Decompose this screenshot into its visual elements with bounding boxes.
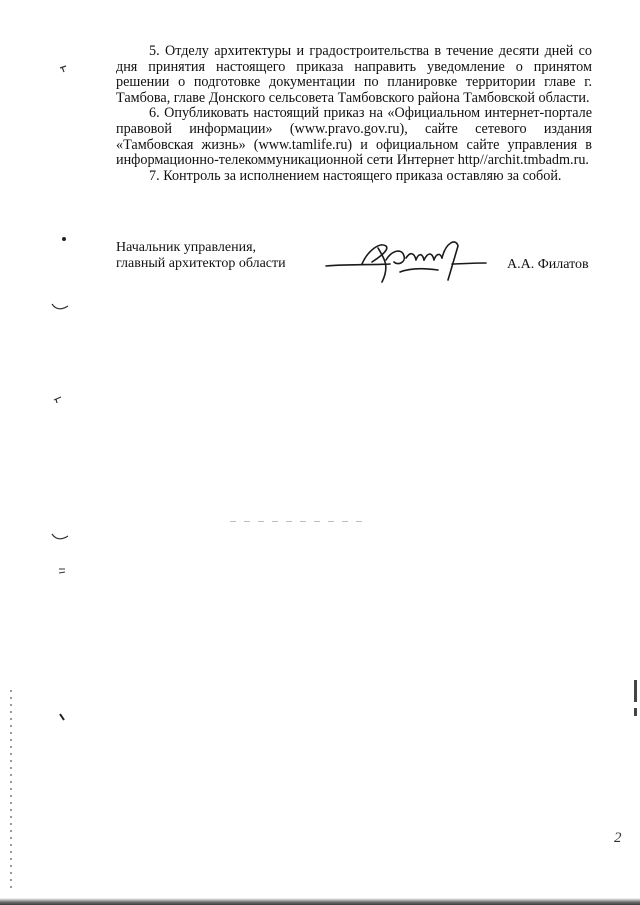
paragraph-7: 7. Контроль за исполнением настоящего приказа оставляю за собой. [149,167,562,184]
signatory-position [116,240,286,271]
scan-mark-icon [52,395,64,405]
scan-dot-icon [58,712,66,722]
paragraph-5: 5. Отделу архитектуры и градостроительства в течение десяти дней со дня принятия настоящего приказа направить уведомление о принятом решении о подготовке документации по планировке территории главе г. Тамбова, главе Донского сельсовета Тамбовского района Тамбовской области. [116,43,592,106]
scan-dot-icon [60,235,68,243]
position-line-2: главный архитектор области [116,255,286,271]
scan-curve-icon [50,302,70,312]
scan-mark-icon [57,566,67,576]
order-text [116,44,592,184]
scan-curve-icon [50,532,70,542]
signature-icon [320,228,495,288]
paragraph-6: 6. Опубликовать настоящий приказ на «Официальном интернет-портале правовой информации» (www.pravo.gov.ru), сайте сетевого издания «Тамбовская жизнь» (www.tamlife.ru) и официальном сайте управления в информационно-телекоммуникационной сети Интернет http//archit.tmbadm.ru. [116,105,592,169]
signatory-name: А.А. Филатов [507,257,589,272]
scan-edge-line [634,708,637,716]
position-line-1: Начальник управления, [116,240,257,255]
corner-mark: 2 [614,830,622,846]
scan-mark-icon [58,64,70,74]
scan-bottom-edge [0,898,640,905]
scan-artifact-line [230,521,370,522]
scan-edge-dots [10,690,12,890]
scan-edge-line [634,680,637,702]
